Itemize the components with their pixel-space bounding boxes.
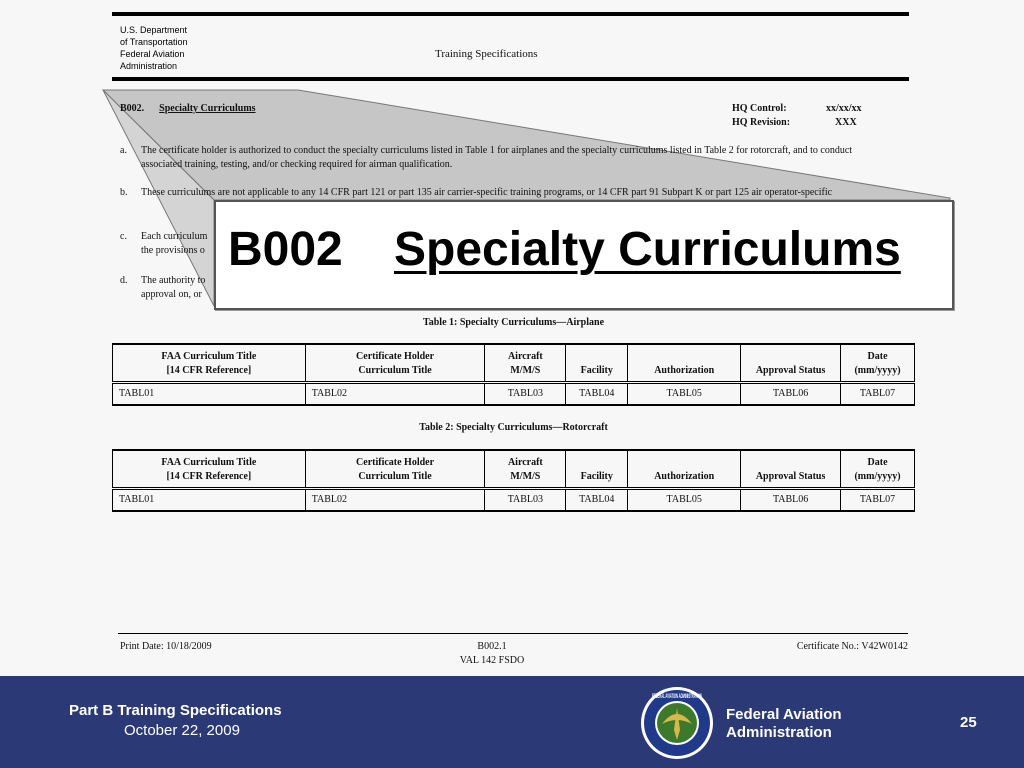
table2 xyxy=(112,449,915,512)
band-agency-line2: Administration xyxy=(726,724,832,741)
table-row xyxy=(113,489,915,512)
agency-line1: Federal Aviation xyxy=(120,49,185,59)
callout-title: Specialty Curriculums xyxy=(394,223,901,276)
paragraph-label: a. xyxy=(120,145,127,156)
col-faa-title: FAA Curriculum Title [14 CFR Reference] xyxy=(113,344,306,383)
agency-line2: Administration xyxy=(120,61,178,71)
section-code: B002. xyxy=(120,103,145,114)
paragraph-a xyxy=(120,144,890,172)
table-cell: TABL06 xyxy=(741,489,841,512)
hq-revision-label: HQ Revision: xyxy=(732,117,791,128)
col-approval-status: Approval Status xyxy=(741,344,841,383)
certificate-number: Certificate No.: V42W0142 xyxy=(796,641,908,652)
paragraph-text: The authority to xyxy=(141,275,206,286)
section-heading xyxy=(120,102,256,116)
callout-code: B002 xyxy=(228,223,343,276)
table-cell: TABL01 xyxy=(113,383,306,406)
paragraph-label: c. xyxy=(120,231,127,242)
table-cell: TABL07 xyxy=(841,383,915,406)
section-title: Specialty Curriculums xyxy=(159,103,256,114)
seal-text: FEDERAL AVIATION ADMINISTRATION xyxy=(652,694,702,700)
dept-line2: of Transportation xyxy=(120,37,188,47)
hq-control-value: xx/xx/xx xyxy=(826,103,862,114)
paragraph-text: the provisions o xyxy=(141,245,205,256)
dept-line1: U.S. Department xyxy=(120,25,188,35)
table-header-row xyxy=(113,344,915,383)
table-cell: TABL01 xyxy=(113,489,306,512)
print-date: Print Date: 10/18/2009 xyxy=(120,641,212,652)
table-header-row xyxy=(113,450,915,489)
faa-seal-icon xyxy=(640,686,714,760)
band-date: October 22, 2009 xyxy=(124,722,240,739)
callout-box xyxy=(214,200,954,310)
band-title: Part B Training Specifications xyxy=(69,702,282,719)
footer-rule xyxy=(118,633,908,634)
col-facility: Facility xyxy=(566,344,628,383)
col-facility: Facility xyxy=(566,450,628,489)
col-approval-status: Approval Status xyxy=(741,450,841,489)
page-ref: B002.1 xyxy=(477,641,507,652)
table-cell: TABL05 xyxy=(628,383,741,406)
hq-block xyxy=(732,102,862,130)
col-holder-title: Certificate Holder Curriculum Title xyxy=(305,344,485,383)
table-cell: TABL02 xyxy=(305,489,485,512)
table-cell: TABL02 xyxy=(305,383,485,406)
col-date: Date (mm/yyyy) xyxy=(841,450,915,489)
col-aircraft: Aircraft M/M/S xyxy=(485,344,566,383)
paragraph-c xyxy=(120,230,212,244)
paragraph-text: These curriculums are not applicable to any 14 CFR part 121 or part 135 air carrier-specific training programs, or 14 CFR part 91 Subpart K or part 125 air operator-specific xyxy=(141,187,833,198)
slide-number: 25 xyxy=(960,714,977,731)
office: VAL 142 FSDO xyxy=(459,655,525,666)
paragraph-d-cont xyxy=(120,288,212,302)
table-cell: TABL04 xyxy=(566,383,628,406)
band-agency-line1: Federal Aviation xyxy=(726,706,842,723)
table-cell: TABL03 xyxy=(485,383,566,406)
paragraph-label: b. xyxy=(120,187,128,198)
paragraph-label: d. xyxy=(120,275,128,286)
col-aircraft: Aircraft M/M/S xyxy=(485,450,566,489)
col-authorization: Authorization xyxy=(628,344,741,383)
paragraph-d xyxy=(120,274,212,288)
table1 xyxy=(112,343,915,406)
hq-revision-value: XXX xyxy=(835,117,857,128)
paragraph-text: Each curriculum xyxy=(141,231,208,242)
band-agency xyxy=(726,706,842,742)
table-row xyxy=(113,383,915,406)
paragraph-c-cont xyxy=(120,244,212,258)
doc-type: Training Specifications xyxy=(435,48,538,60)
col-holder-title: Certificate Holder Curriculum Title xyxy=(305,450,485,489)
page-ref-block xyxy=(440,640,544,668)
col-authorization: Authorization xyxy=(628,450,741,489)
col-faa-title: FAA Curriculum Title [14 CFR Reference] xyxy=(113,450,306,489)
table1-caption: Table 1: Specialty Curriculums—Airplane xyxy=(422,317,605,328)
paragraph-text: approval on, or xyxy=(141,289,202,300)
col-date: Date (mm/yyyy) xyxy=(841,344,915,383)
paragraph-b xyxy=(120,186,890,200)
hq-control-label: HQ Control: xyxy=(732,103,787,114)
table-cell: TABL05 xyxy=(628,489,741,512)
table-cell: TABL06 xyxy=(741,383,841,406)
paragraph-text: The certificate holder is authorized to conduct the specialty curriculums listed in Table 1 for airplanes and the specialty curriculums listed in Table 2 for rotorcraft, and to conduct associated training, testing, and/or checking required for airman qualification. xyxy=(141,145,853,170)
footer-band xyxy=(0,676,1024,768)
table-cell: TABL03 xyxy=(485,489,566,512)
table-cell: TABL04 xyxy=(566,489,628,512)
table-cell: TABL07 xyxy=(841,489,915,512)
table2-caption: Table 2: Specialty Curriculums—Rotorcraft xyxy=(419,422,608,433)
